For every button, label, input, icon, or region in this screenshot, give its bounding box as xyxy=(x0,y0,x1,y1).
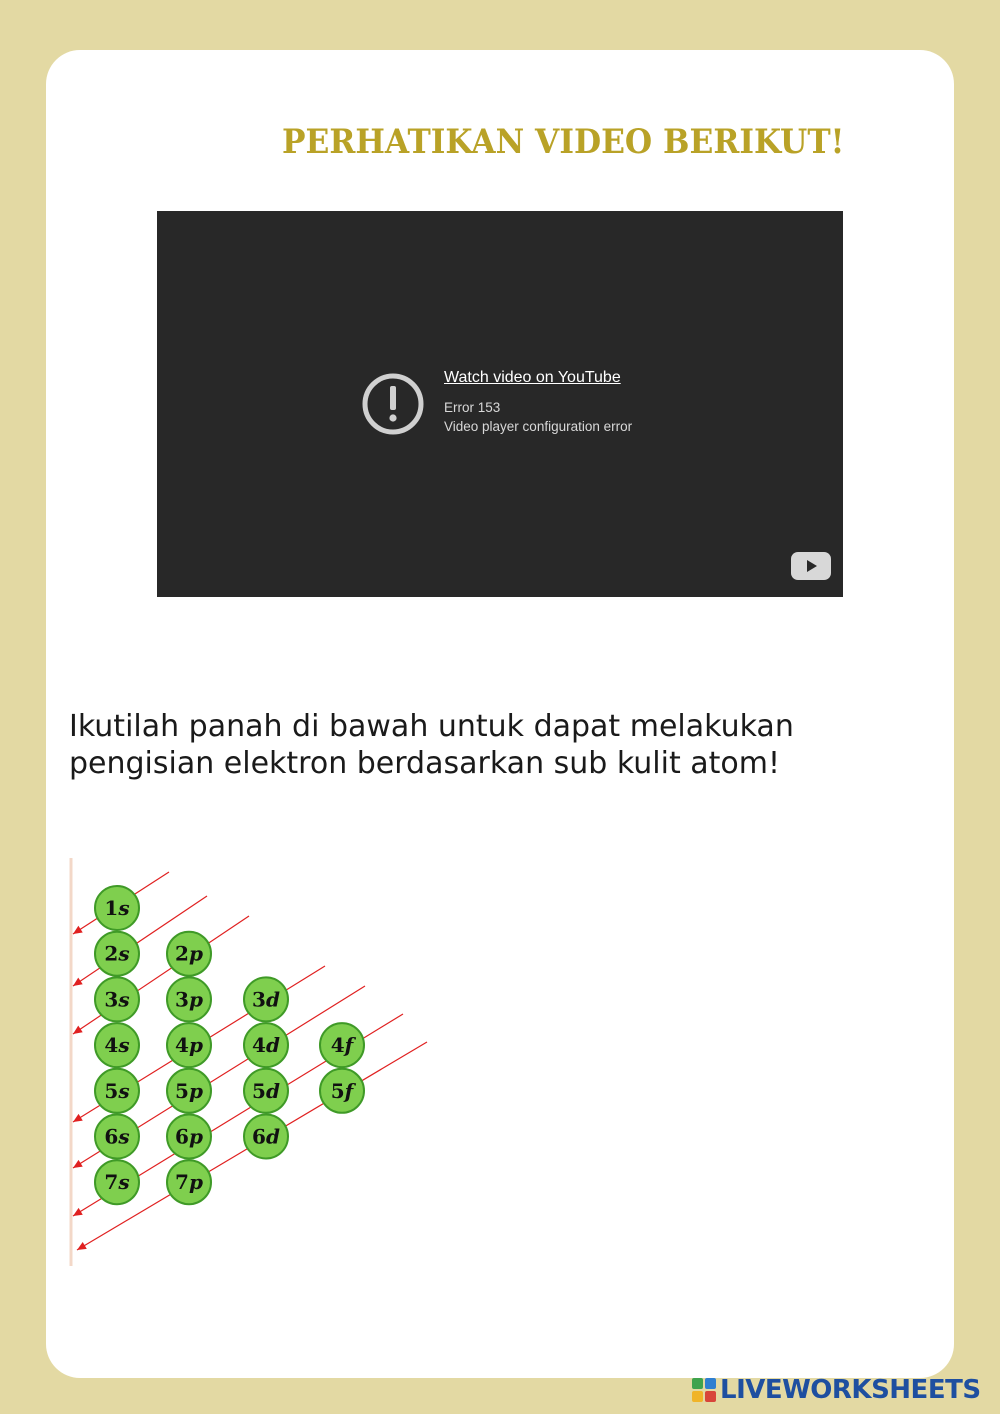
orbital-label: 7p xyxy=(175,1170,203,1195)
orbital-label: 2p xyxy=(175,941,203,966)
orbital-label: 1s xyxy=(104,896,130,920)
orbital-1s xyxy=(95,886,139,930)
arrowhead xyxy=(73,1160,83,1168)
orbital-4p xyxy=(167,1023,211,1067)
orbital-label: 3s xyxy=(104,987,130,1012)
error-code: Error 153 xyxy=(444,400,501,415)
orbital-2p xyxy=(167,932,211,976)
arrowhead xyxy=(73,1026,83,1034)
orbital-label: 4d xyxy=(252,1033,280,1058)
orbital-6p xyxy=(167,1115,211,1159)
orbital-4d xyxy=(244,1023,288,1067)
orbital-5d xyxy=(244,1069,288,1113)
instruction-text: Ikutilah panah di bawah untuk dapat melakukan pengisian elektron berdasarkan sub kulit atom! xyxy=(69,709,794,781)
arrowhead xyxy=(73,1208,83,1216)
orbital-6s xyxy=(95,1115,139,1159)
page-title: PERHATIKAN VIDEO BERIKUT! xyxy=(282,122,845,162)
aufbau-svg xyxy=(69,858,444,1266)
arrowhead xyxy=(73,926,83,934)
orbital-5s xyxy=(95,1069,139,1113)
arrowhead xyxy=(77,1242,87,1250)
orbital-7s xyxy=(95,1160,139,1204)
liveworksheets-logo[interactable] xyxy=(692,1374,981,1406)
orbital-5p xyxy=(167,1069,211,1113)
orbital-label: 4s xyxy=(104,1033,130,1058)
error-message: Video player configuration error xyxy=(444,419,633,434)
orbital-label: 6s xyxy=(104,1124,130,1149)
orbital-7p xyxy=(167,1160,211,1204)
watch-on-youtube-link[interactable]: Watch video on YouTube xyxy=(444,369,621,386)
orbital-label: 4f xyxy=(330,1033,354,1058)
orbital-label: 5f xyxy=(330,1078,354,1103)
fill-order-arrow xyxy=(73,916,249,1034)
orbital-6d xyxy=(244,1115,288,1159)
orbital-label: 5p xyxy=(175,1078,203,1103)
error-exclamation-icon xyxy=(361,372,425,436)
orbital-label: 2s xyxy=(104,941,130,966)
orbital-label: 5d xyxy=(252,1078,280,1103)
orbital-3p xyxy=(167,977,211,1021)
orbital-3s xyxy=(95,977,139,1021)
orbital-2s xyxy=(95,932,139,976)
orbital-label: 4p xyxy=(175,1033,203,1058)
orbital-3d xyxy=(244,977,288,1021)
orbital-4s xyxy=(95,1023,139,1067)
orbital-label: 6p xyxy=(175,1124,203,1149)
orbital-label: 3d xyxy=(252,987,280,1012)
orbital-4f xyxy=(320,1023,364,1067)
aufbau-diagram xyxy=(69,858,444,1266)
brand-name: LIVEWORKSHEETS xyxy=(720,1375,981,1405)
orbital-label: 3p xyxy=(175,987,203,1012)
orbital-label: 7s xyxy=(104,1170,130,1195)
orbital-5f xyxy=(320,1069,364,1113)
liveworksheets-logo-icon xyxy=(692,1378,716,1402)
orbital-label: 5s xyxy=(104,1078,130,1103)
youtube-play-icon[interactable] xyxy=(791,552,831,580)
arrowhead xyxy=(73,978,83,986)
orbital-label: 6d xyxy=(252,1124,280,1149)
arrowhead xyxy=(73,1114,83,1122)
video-player[interactable] xyxy=(157,211,843,597)
worksheet-card xyxy=(46,50,954,1378)
